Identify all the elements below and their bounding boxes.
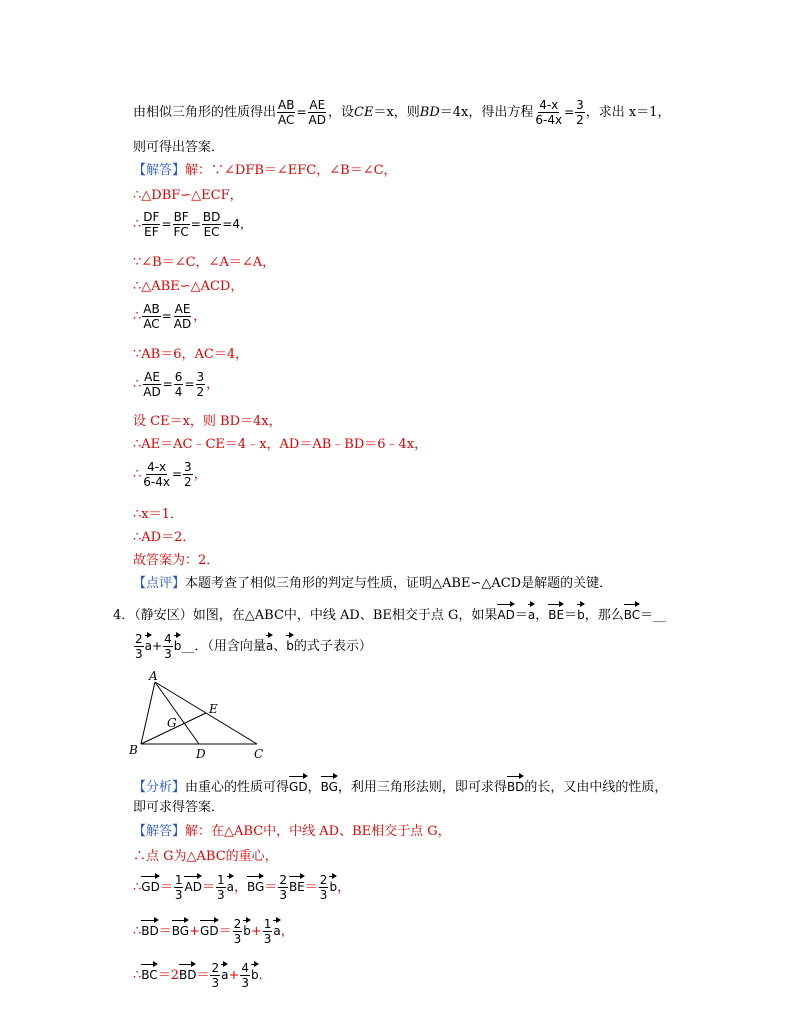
denominator: 3	[233, 932, 242, 946]
text: 由重心的性质可得	[185, 780, 290, 795]
text: ，	[307, 780, 321, 795]
text: ＝	[201, 880, 215, 895]
analysis-line-1: 由相似三角形的性质得出 $\frac{AB}{AC}$ = $\frac{AE}{AD}$ ，设CE＝x，则BD＝4x，得出方程 $\frac{4-x}{6-4x}$ = $\frac{3}{2}$ ，求出 x＝1，	[133, 98, 671, 127]
text: ，	[337, 880, 351, 895]
text: ，求出 x＝1，	[585, 105, 671, 120]
numerator: 1	[174, 873, 183, 887]
analysis-4-line-2: 即可求得答案．	[133, 800, 225, 815]
vector-bd: BD	[141, 919, 158, 939]
numerator: AE	[309, 98, 326, 112]
text: 解：∵∠DFB＝∠EFC，∠B＝∠C，	[185, 163, 397, 178]
analysis-4-line-1	[133, 775, 667, 796]
denominator: AD	[308, 113, 326, 127]
text: ＝	[564, 608, 578, 623]
review-tag: 【点评】	[133, 576, 186, 591]
denominator: AD	[173, 317, 192, 331]
fraction	[202, 210, 221, 239]
fraction	[210, 961, 220, 990]
fraction	[142, 210, 160, 239]
text: 、	[273, 639, 287, 654]
step-9: ∴AE＝AC﹣CE＝4﹣x，AD＝AB﹣BD＝6﹣4x，	[133, 437, 428, 452]
vector-a: a	[145, 634, 152, 654]
fraction	[142, 302, 160, 331]
denominator: FC	[173, 225, 189, 239]
solution-4-intro	[133, 824, 451, 840]
text: ＝	[218, 924, 232, 939]
question-number: 4．	[113, 608, 135, 623]
therefore: ∴	[133, 968, 142, 983]
denominator: 3	[241, 976, 250, 990]
numerator: BD	[202, 210, 221, 224]
step-8: 设 CE＝x，则 BD＝4x，	[133, 414, 282, 429]
numerator: 2	[233, 917, 242, 931]
plus: +	[189, 924, 201, 939]
vector-b: b	[286, 634, 294, 654]
plus: +	[228, 968, 240, 983]
numerator: AE	[174, 302, 191, 316]
vector-bg: BG	[172, 919, 189, 939]
answer-tag: 【解答】	[133, 163, 186, 178]
text: =4，	[222, 217, 253, 231]
numerator: 4	[164, 632, 172, 646]
vector-ad: AD	[184, 875, 201, 895]
numerator: 1	[263, 917, 272, 931]
text: ＝	[304, 880, 318, 895]
fraction	[263, 917, 273, 946]
vector-bc: BC	[624, 603, 640, 623]
step-5: ∴ $\frac{AB}{AC}$ = $\frac{AE}{AD}$ ，	[133, 302, 207, 331]
step-4: ∴△ABE∽△ACD，	[133, 279, 244, 294]
vector-bc: BC	[141, 963, 157, 983]
numerator: AB	[143, 302, 160, 316]
text: ，	[535, 608, 549, 623]
vector-gd: GD	[141, 875, 160, 895]
step-2: ∴ $\frac{DF}{EF}$ = $\frac{BF}{FC}$ = $\frac{BD}{EC}$ =4，	[133, 210, 253, 239]
denominator: 3	[216, 888, 225, 902]
solution-4-step-3	[133, 917, 294, 946]
denominator: 3	[263, 932, 272, 946]
numerator: 4-x	[539, 98, 559, 112]
text: ＝	[264, 880, 278, 895]
denominator: 2	[576, 113, 584, 127]
text: __．（用含向量	[181, 639, 266, 654]
label-d: D	[196, 747, 206, 761]
vector-a: a	[528, 603, 535, 623]
vector-a: a	[221, 963, 228, 983]
therefore: ∴	[133, 309, 142, 324]
fraction	[277, 98, 295, 127]
numerator: 1	[216, 873, 225, 887]
solution-tag: 【解答】	[133, 824, 186, 839]
fraction	[134, 632, 144, 661]
side-ab	[141, 682, 155, 744]
numerator: 3	[576, 98, 584, 112]
numerator: 3	[184, 460, 192, 474]
denominator: 3	[174, 888, 183, 902]
numerator: DF	[143, 210, 160, 224]
therefore: ∴	[133, 880, 142, 895]
step-10: ∴ $\frac{4-x}{6-4x}$ = $\frac{3}{2}$ ，	[133, 460, 207, 489]
vector-b: b	[329, 875, 337, 895]
vector-bg: BG	[321, 775, 338, 795]
label-e: E	[209, 702, 218, 716]
denominator: 3	[279, 888, 287, 902]
denominator: 2	[184, 475, 192, 489]
denominator: AC	[143, 317, 160, 331]
answer-intro	[133, 163, 397, 179]
label-c: C	[254, 747, 264, 761]
text: ＝__	[640, 608, 667, 623]
review-line	[133, 576, 612, 592]
vector-b: b	[577, 603, 585, 623]
fraction	[142, 370, 161, 399]
vector-a: a	[227, 875, 234, 895]
text: ，利用三角形法则，即可求得	[337, 780, 507, 795]
text: ＝2	[157, 968, 179, 983]
numerator: 2	[319, 873, 328, 887]
vector-a: a	[273, 919, 280, 939]
fraction	[216, 873, 226, 902]
vector-bd: BD	[507, 775, 524, 795]
numerator: 4-x	[147, 460, 167, 474]
numerator: 2	[135, 632, 143, 646]
therefore: ∴	[133, 924, 142, 939]
vector-b: b	[243, 919, 251, 939]
question-4-line-1	[113, 603, 666, 624]
fraction	[575, 98, 585, 127]
text: （静安区）如图，在△ABC中，中线 AD、BE相交于点 G，如果	[134, 608, 498, 623]
question-4-line-2	[133, 632, 372, 661]
fraction	[308, 98, 327, 127]
step-11: ∴x＝1．	[133, 507, 183, 522]
vector-gd: GD	[200, 919, 219, 939]
plus: +	[250, 924, 262, 939]
solution-4-step-1: ∴点 G为△ABC的重心，	[133, 849, 278, 864]
fraction	[240, 961, 250, 990]
text: ，	[193, 309, 207, 324]
numerator: BF	[173, 210, 189, 224]
denominator: 2	[196, 385, 205, 399]
fraction	[196, 370, 206, 399]
label-g: G	[167, 716, 177, 730]
denominator: 3	[319, 888, 328, 902]
fraction	[278, 873, 288, 902]
denominator: AD	[143, 385, 161, 399]
step-12: ∴AD＝2．	[133, 530, 196, 545]
plus: +	[152, 639, 163, 653]
analysis-tag: 【分析】	[133, 780, 186, 795]
text: 解：在△ABC中，中线 AD、BE相交于点 G，	[185, 824, 451, 839]
denominator: 3	[164, 647, 172, 661]
fraction	[142, 460, 171, 489]
vector-bd: BD	[179, 963, 196, 983]
triangle-figure	[125, 670, 275, 765]
denominator: EC	[203, 225, 220, 239]
vector-be: BE	[548, 603, 564, 623]
denominator: 6-4x	[535, 113, 563, 127]
analysis-line-2: 则可得出答案．	[133, 140, 225, 155]
step-1: ∴△DBF∽△ECF，	[133, 188, 243, 203]
numerator: 6	[174, 370, 183, 384]
solution-4-step-2	[133, 873, 350, 902]
denominator: 3	[135, 647, 143, 661]
review-text: 本题考查了相似三角形的判定与性质，证明△ABE∽△ACD是解题的关键．	[185, 576, 613, 591]
vector-bg: BG	[247, 875, 264, 895]
numerator: AE	[144, 370, 160, 384]
text: ＝	[159, 880, 173, 895]
fraction	[319, 873, 329, 902]
text: ．	[258, 968, 272, 983]
solution-4-step-4	[133, 961, 272, 990]
fraction	[183, 460, 193, 489]
text: ＝	[158, 924, 172, 939]
text: ，	[193, 467, 207, 482]
therefore: ∴	[133, 467, 142, 482]
denominator: AC	[278, 113, 295, 127]
text: ，设	[327, 105, 354, 120]
therefore: ∴	[133, 217, 142, 232]
text: 的长，又由中线的性质，	[524, 780, 668, 795]
fraction	[173, 302, 192, 331]
fraction	[174, 370, 184, 399]
fraction	[534, 98, 563, 127]
step-3: ∵∠B＝∠C，∠A＝∠A，	[133, 255, 276, 270]
fraction	[173, 210, 190, 239]
equals: =	[296, 105, 307, 119]
denominator: 4	[174, 385, 183, 399]
text: ，那么	[584, 608, 624, 623]
text: ＝x，则	[373, 105, 420, 120]
numerator: 4	[241, 961, 250, 975]
vector-b: b	[251, 963, 259, 983]
text: ，	[233, 880, 247, 895]
vector-gd: GD	[289, 775, 308, 795]
fraction	[163, 632, 173, 661]
text: 由相似三角形的性质得出	[133, 105, 277, 120]
label-a: A	[149, 670, 158, 683]
fraction	[233, 917, 243, 946]
numerator: 3	[196, 370, 205, 384]
denominator: 6-4x	[143, 475, 170, 489]
vector-a: a	[266, 634, 273, 654]
text: 的式子表示）	[293, 639, 372, 654]
step-13: 故答案为：2．	[133, 553, 220, 568]
text: ＝4x，得出方程	[439, 105, 534, 120]
numerator: 2	[211, 961, 220, 975]
label-b: B	[129, 743, 138, 757]
numerator: AB	[278, 98, 295, 112]
var: CE	[354, 105, 374, 120]
text: ＝	[196, 968, 210, 983]
step-6: ∵AB＝6，AC＝4，	[133, 347, 249, 362]
var: BD	[419, 105, 440, 120]
vector-b: b	[174, 634, 182, 654]
vector-ad: AD	[497, 603, 514, 623]
text: ＝	[514, 608, 528, 623]
therefore: ∴	[133, 377, 142, 392]
denominator: EF	[144, 225, 159, 239]
vector-be: BE	[289, 875, 305, 895]
text: ，	[206, 377, 220, 392]
denominator: 3	[211, 976, 220, 990]
fraction	[174, 873, 184, 902]
step-7: ∴ $\frac{AE}{AD}$ = $\frac{6}{4}$ = $\frac{3}{2}$ ，	[133, 370, 220, 399]
text: ，	[280, 924, 294, 939]
numerator: 2	[279, 873, 287, 887]
